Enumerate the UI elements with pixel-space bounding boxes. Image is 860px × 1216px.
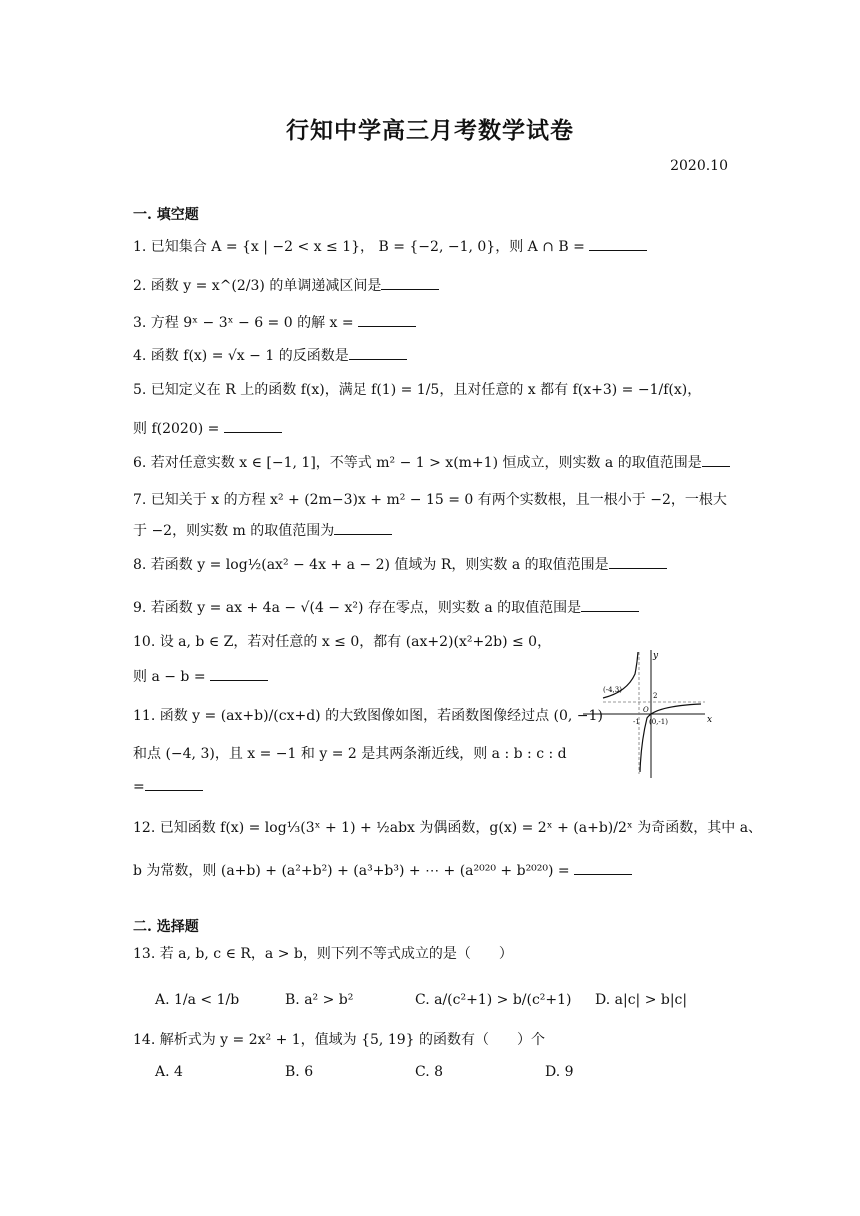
question-7-line2: 于 −2，则实数 m 的取值范围为	[133, 520, 728, 541]
answer-blank	[381, 275, 439, 290]
question-11-line2: 和点 (−4, 3)，且 x = −1 和 y = 2 是其两条渐近线，则 a : b : c : d	[133, 746, 567, 762]
y-axis-label: y	[653, 651, 659, 661]
option-b: B. 6	[285, 1064, 314, 1080]
option-d: D. 9	[545, 1064, 574, 1080]
question-4: 4. 函数 f(x) = √x − 1 的反函数是	[133, 345, 728, 366]
answer-blank	[574, 860, 632, 875]
tick-label-y: 2	[653, 692, 658, 700]
question-11-line3: =	[133, 776, 728, 797]
answer-blank	[334, 520, 392, 535]
answer-blank	[589, 236, 647, 251]
section-choice-heading: 二. 选择题	[133, 919, 199, 935]
question-14: 14. 解析式为 y = 2x² + 1，值域为 {5, 19} 的函数有（ ）个	[133, 1032, 545, 1048]
x-axis-label: x	[707, 715, 713, 725]
answer-blank	[581, 597, 639, 612]
answer-blank	[145, 776, 203, 791]
answer-blank	[358, 312, 416, 327]
page-title: 行知中学高三月考数学试卷	[286, 117, 574, 144]
tick-label-x: -1	[633, 718, 640, 726]
question-5-line2: 则 f(2020) =	[133, 418, 728, 439]
question-12-line1: 12. 已知函数 f(x) = log⅓(3ˣ + 1) + ½abx 为偶函数，g(x) = 2ˣ + (a+b)/2ˣ 为奇函数，其中 a、	[133, 820, 763, 836]
option-a: A. 4	[155, 1064, 183, 1080]
section-fill-heading: 一. 填空题	[133, 207, 199, 223]
question-13: 13. 若 a, b, c ∈ R，a > b，则下列不等式成立的是（ ）	[133, 946, 513, 962]
answer-blank	[609, 554, 667, 569]
answer-blank	[349, 345, 407, 360]
question-2: 2. 函数 y = x^(2/3) 的单调递减区间是	[133, 275, 728, 296]
question-6: 6. 若对任意实数 x ∈ [−1, 1]，不等式 m² − 1 > x(m+1) 恒成立，则实数 a 的取值范围是	[133, 452, 728, 473]
question-9: 9. 若函数 y = ax + 4a − √(4 − x²) 存在零点，则实数 a 的取值范围是	[133, 597, 728, 618]
question-7-line1: 7. 已知关于 x 的方程 x² + (2m−3)x + m² − 15 = 0 有两个实数根，且一根小于 −2，一根大	[133, 492, 727, 508]
question-12-line2: b 为常数，则 (a+b) + (a²+b²) + (a³+b³) + ⋯ + (a²⁰²⁰ + b²⁰²⁰) =	[133, 860, 728, 881]
function-graph	[583, 646, 721, 778]
question-8: 8. 若函数 y = log½(ax² − 4x + a − 2) 值域为 R，则实数 a 的取值范围是	[133, 554, 728, 575]
option-a: A. 1/a < 1/b	[155, 992, 240, 1008]
option-c: C. a/(c²+1) > b/(c²+1)	[415, 992, 572, 1008]
question-10-line2: 则 a − b =	[133, 666, 728, 687]
origin-label: O	[643, 706, 649, 714]
point-label-a: (-4,3)	[603, 686, 622, 694]
question-11-line1: 11. 函数 y = (ax+b)/(cx+d) 的大致图像如图，若函数图像经过点 (0, −1)	[133, 708, 603, 724]
question-5-line1: 5. 已知定义在 R 上的函数 f(x)，满足 f(1) = 1/5，且对任意的 x 都有 f(x+3) = −1/f(x)，	[133, 382, 702, 398]
point-label-b: (0,-1)	[649, 718, 668, 726]
question-3: 3. 方程 9ˣ − 3ˣ − 6 = 0 的解 x =	[133, 312, 728, 333]
option-b: B. a² > b²	[285, 992, 354, 1008]
question-10-line1: 10. 设 a, b ∈ Z，若对任意的 x ≤ 0，都有 (ax+2)(x²+2b) ≤ 0，	[133, 634, 552, 650]
answer-blank	[210, 666, 268, 681]
exam-date: 2020.10	[670, 158, 728, 174]
question-1: 1. 已知集合 A = {x | −2 < x ≤ 1}， B = {−2, −1, 0}，则 A ∩ B =	[133, 236, 728, 257]
option-d: D. a|c| > b|c|	[595, 992, 688, 1008]
answer-blank	[224, 418, 282, 433]
answer-blank	[702, 452, 730, 467]
option-c: C. 8	[415, 1064, 444, 1080]
